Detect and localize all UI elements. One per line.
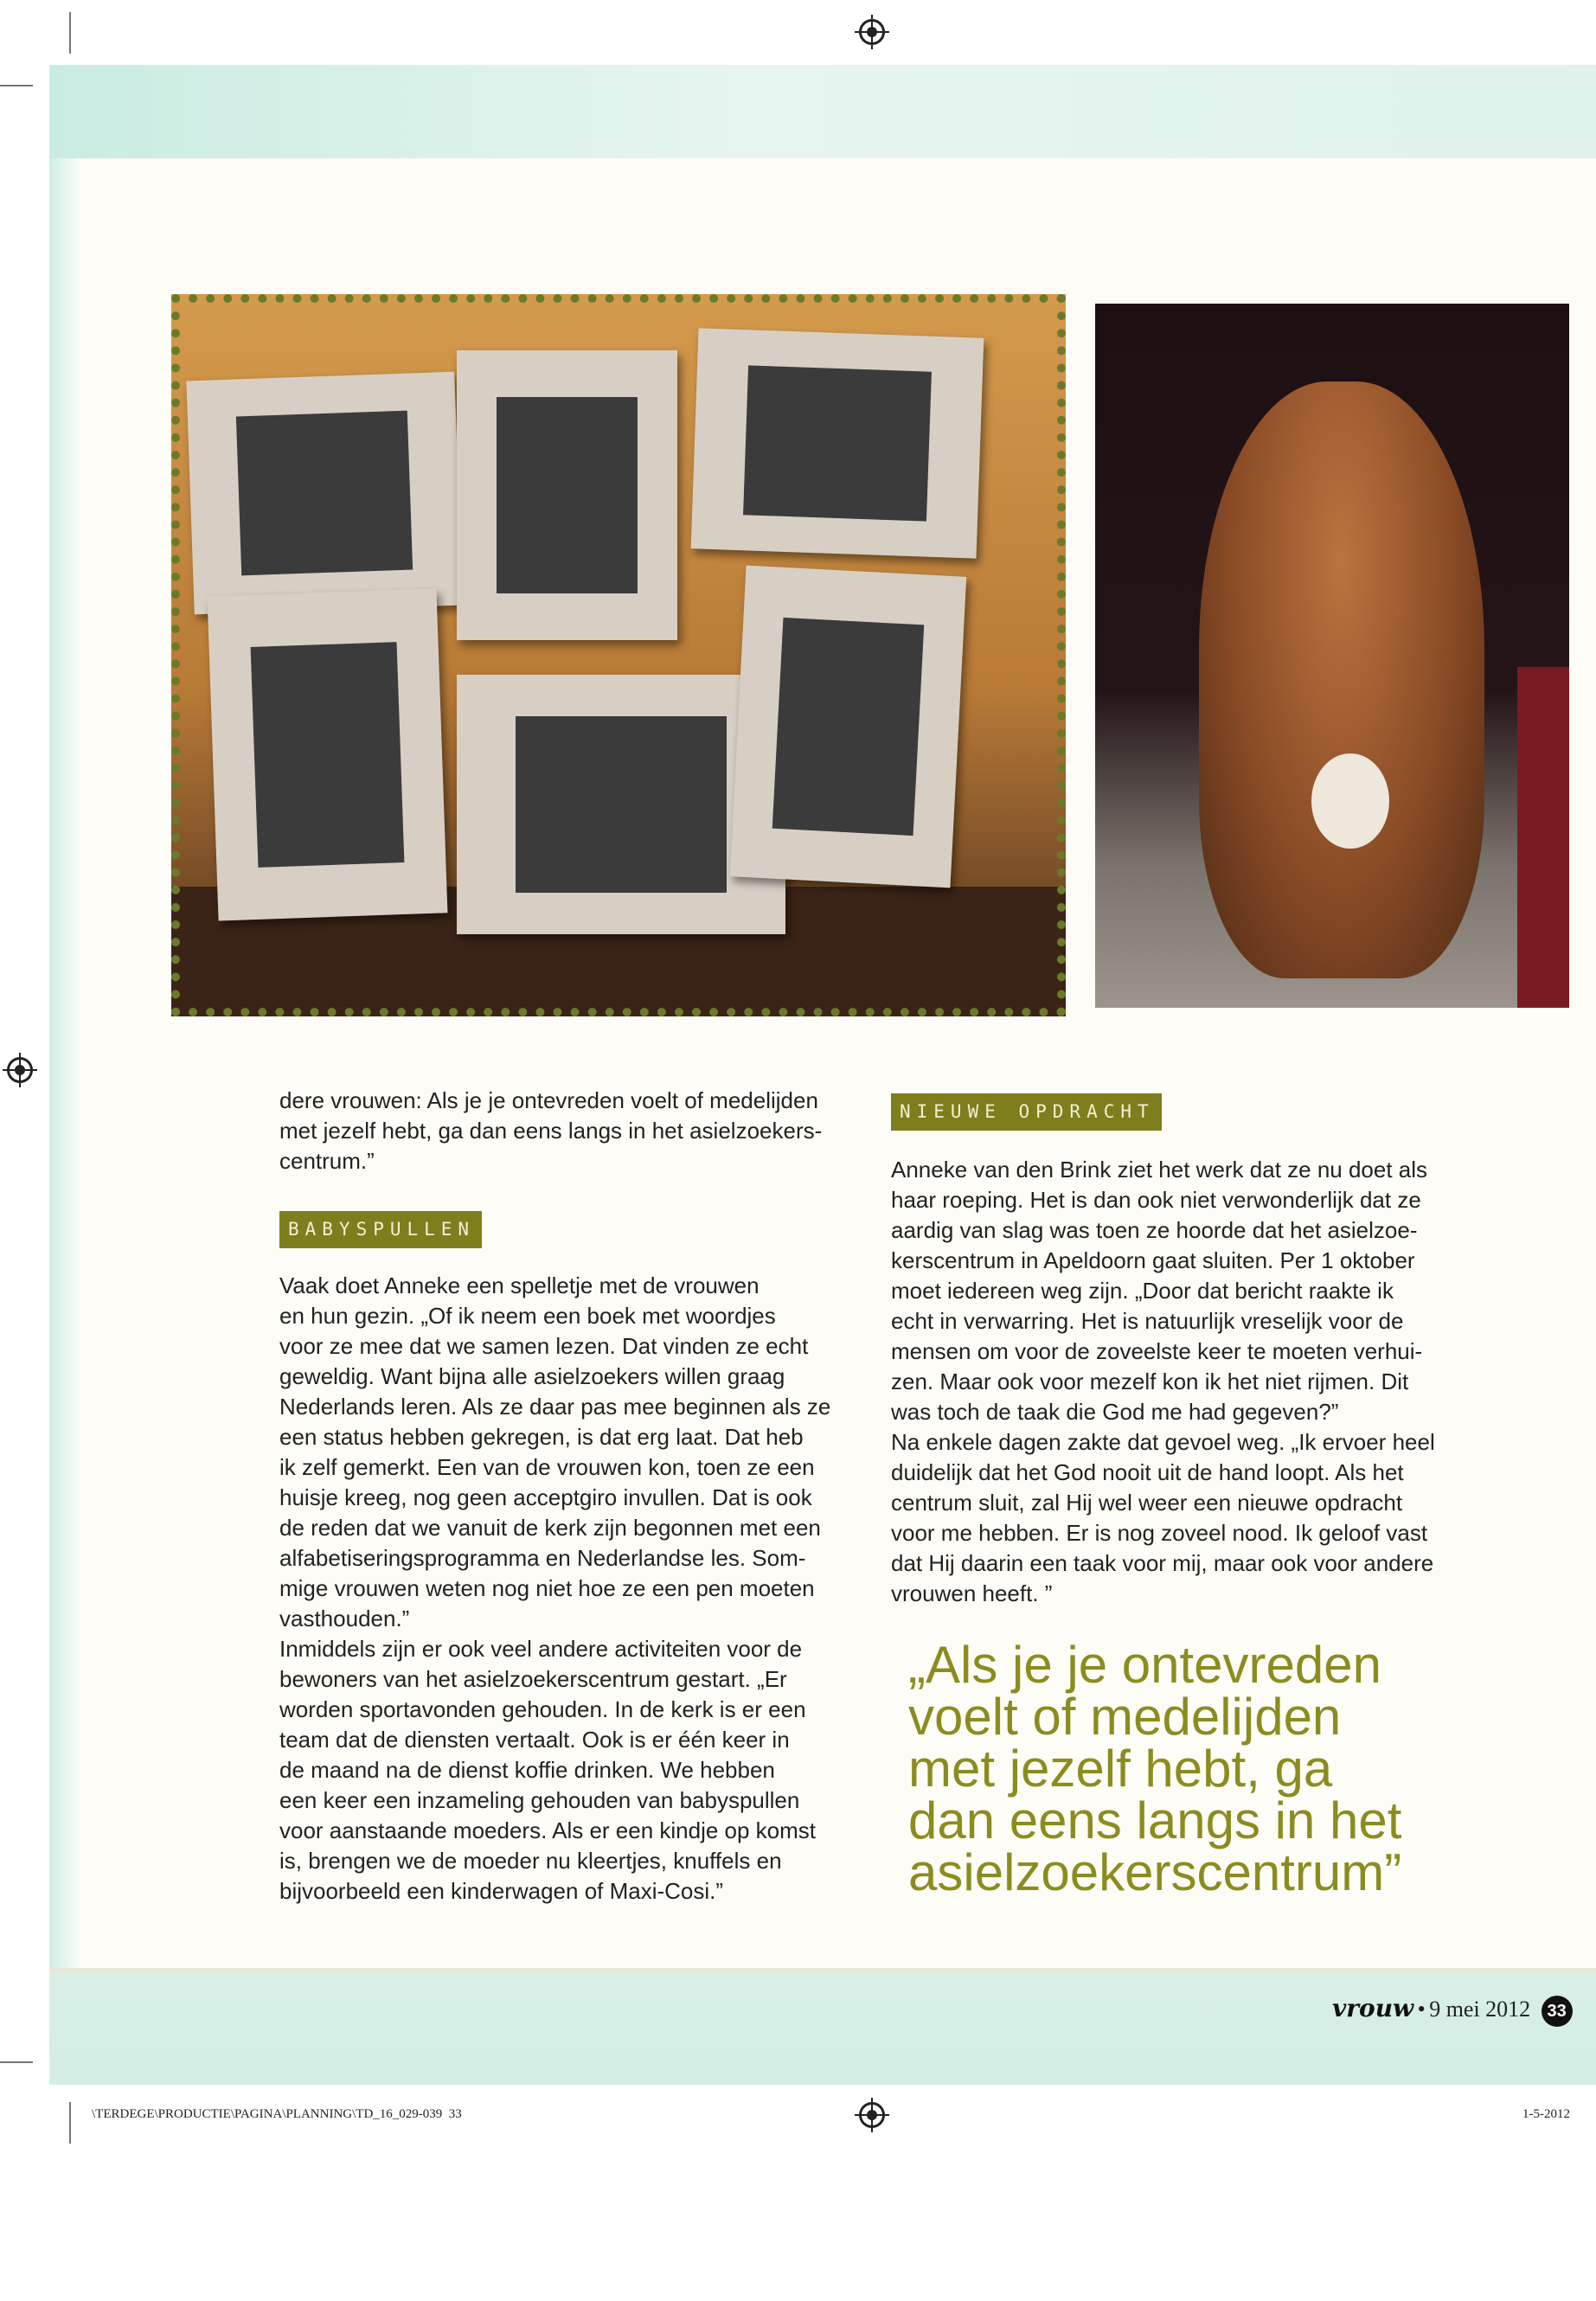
left-column [279,1086,850,1907]
page-number: 33 [1542,1996,1573,2027]
intro-text: dere vrouwen: Als je je ontevreden voelt of medelijden met jezelf hebt, ga dan eens langs in het asielzoekers- centrum.” [279,1087,823,1174]
dog [1199,381,1484,978]
registration-mark-left [7,1057,33,1083]
decorative-border [171,294,1066,1016]
photo-dog [1095,304,1569,1008]
heading-babyspullen: BABYSPULLEN [279,1211,482,1248]
pull-quote: „Als je je ontevreden voelt of medelijden met jezelf hebt, ga dan eens langs in het asielzoekerscentrum” [908,1636,1402,1901]
magazine-brand: vrouw [1332,1994,1414,2022]
registration-mark-top [859,19,885,45]
registration-mark-bottom [859,2102,885,2128]
body-text: Anneke van den Brink ziet het werk dat ze nu doet als haar roeping. Het is dan ook niet verwonderlijk dat ze aardig van slag was toen ze hoorde dat het asielzoe- kerscentrum in Apeldoorn gaat sluiten. Per 1 oktober moet iedereen weg zijn. „Door dat bericht raakte ik echt in verwarring. Het is natuurlijk vreselijk voor de mensen om voor de zoveelste keer te moeten verhui- zen. Maar ook voor mezelf kon ik het niet rijmen. Dit was toch de taak die God me had gegeven?” Na enkele dagen zakte dat gevoel weg. „Ik ervoer heel duidelijk dat het God nooit uit de hand loopt. Als het centrum sluit, zal Hij wel weer een nieuwe opdracht voor me hebben. Er is nog zoveel nood. Ik geloof vast dat Hij daarin een taak voor mij, maar ook voor andere vrouwen heeft. ” [891,1157,1435,1606]
footer-separator: • [1417,1997,1426,2022]
print-slug-date: 1-5-2012 [1522,2107,1570,2121]
body-text: Vaak doet Anneke een spelletje met de vrouwen en hun gezin. „Of ik neem een boek met woordjes voor ze mee dat we samen lezen. Dat vinden ze echt geweldig. Want bijna alle asielzoekers willen graag Nederlands leren. Als ze daar pas mee beginnen als ze een status hebben gekregen, is dat erg laat. Dat heb ik zelf gemerkt. Een van de vrouwen kon, toen ze een huisje kreeg, nog geen acceptgiro invullen. Dat is ook de reden dat we vanuit de kerk zijn begonnen met een alfabetiseringsprogramma en Nederlandse les. Som- mige vrouwen weten nog niet hoe ze een pen moeten vasthouden.” Inmiddels zijn er ook veel andere activiteiten voor de bewoners van het asielzoekerscentrum gestart. „Er worden sportavonden gehouden. In de kerk is er een team dat de diensten vertaalt. Ook is er één keer in de maand na de dienst koffie drinken. We hebben een keer een inzameling gehouden van babyspullen voor aanstaande moeders. Als er een kindje op komst is, brengen we de moeder nu kleertjes, knuffels en bijvoorbeeld een kinderwagen of Maxi-Cosi.” [279,1272,831,1904]
trim-mark-top-left [69,12,71,54]
left-color-band [49,158,79,1968]
issue-date: 9 mei 2012 [1429,1997,1531,2022]
right-column [891,1093,1514,1609]
trim-mark-bottom-left [69,2102,71,2144]
print-slug-page: 33 [448,2107,462,2121]
trim-mark-left-lower [0,2061,33,2063]
heading-nieuwe-opdracht: NIEUWE OPDRACHT [891,1093,1162,1131]
page-footer [1332,1994,1574,2029]
print-slug-path: \TERDEGE\PRODUCTIE\PAGINA\PLANNING\TD_16_029-039 33 [92,2107,462,2121]
chair [1517,667,1569,1008]
trim-mark-left-upper [0,85,33,87]
top-color-band [49,65,1596,158]
